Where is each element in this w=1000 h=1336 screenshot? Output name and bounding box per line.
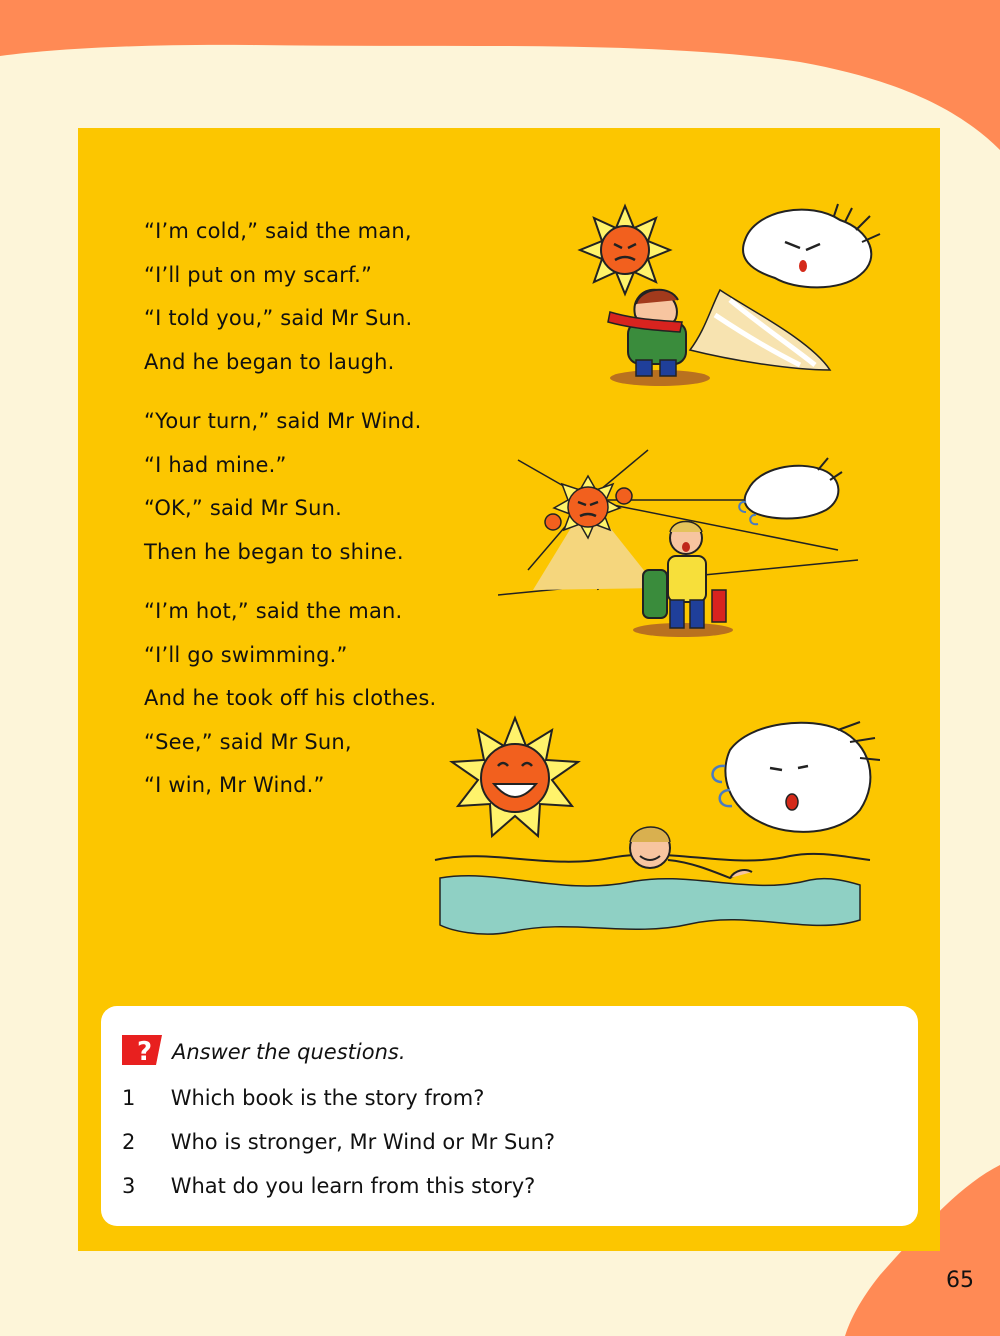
- question-item: [122, 1076, 555, 1120]
- story-line: “I had mine.”: [144, 452, 287, 477]
- question-item: [122, 1164, 555, 1208]
- worried-wind-icon: [713, 722, 880, 832]
- story-line: “I win, Mr Wind.”: [144, 773, 325, 797]
- story-line: Then he began to shine.: [144, 539, 404, 564]
- question-text: Which book is the story from?: [170, 1086, 485, 1110]
- stanza-2: [144, 400, 421, 574]
- question-number: 1: [122, 1086, 136, 1110]
- question-text: What do you learn from this story?: [170, 1174, 536, 1198]
- man-swimming-illustration: [430, 710, 880, 950]
- questions-list: [122, 1076, 555, 1208]
- wind-blowing-man-illustration: [570, 200, 910, 390]
- story-line: And he began to laugh.: [144, 349, 395, 374]
- story-line: “I’m cold,” said the man,: [144, 219, 412, 243]
- swimming-man-icon: [435, 827, 870, 934]
- story-line: “I’ll put on my scarf.”: [144, 262, 373, 287]
- smiling-sun-icon: [452, 718, 578, 836]
- svg-text:?: ?: [137, 1037, 153, 1067]
- question-number: 2: [122, 1130, 136, 1154]
- angry-sun-icon: [580, 206, 670, 294]
- question-text: Who is stronger, Mr Wind or Mr Sun?: [170, 1130, 556, 1154]
- wind-cloud-icon: [739, 458, 842, 524]
- sun-shining-illustration: [498, 440, 868, 640]
- questions-instruction: Answer the questions.: [172, 1040, 406, 1064]
- story-line: “Your turn,” said Mr Wind.: [144, 409, 422, 433]
- question-number: 3: [122, 1174, 136, 1198]
- story-line: “I’m hot,” said the man.: [144, 599, 403, 623]
- story-line: “See,” said Mr Sun,: [144, 729, 352, 754]
- question-mark-icon: [120, 1033, 164, 1067]
- story-line: “I told you,” said Mr Sun.: [144, 306, 413, 330]
- story-line: And he took off his clothes.: [144, 686, 437, 710]
- story-line: “OK,” said Mr Sun.: [144, 496, 342, 520]
- question-item: [122, 1120, 555, 1164]
- man-with-scarf-icon: [608, 290, 710, 386]
- page-number: 65: [946, 1268, 974, 1293]
- hot-man-icon: [633, 522, 733, 638]
- stanza-3: [144, 590, 436, 808]
- story-line: “I’ll go swimming.”: [144, 642, 348, 667]
- wind-cloud-icon: [690, 204, 880, 370]
- stanza-1: [144, 210, 412, 384]
